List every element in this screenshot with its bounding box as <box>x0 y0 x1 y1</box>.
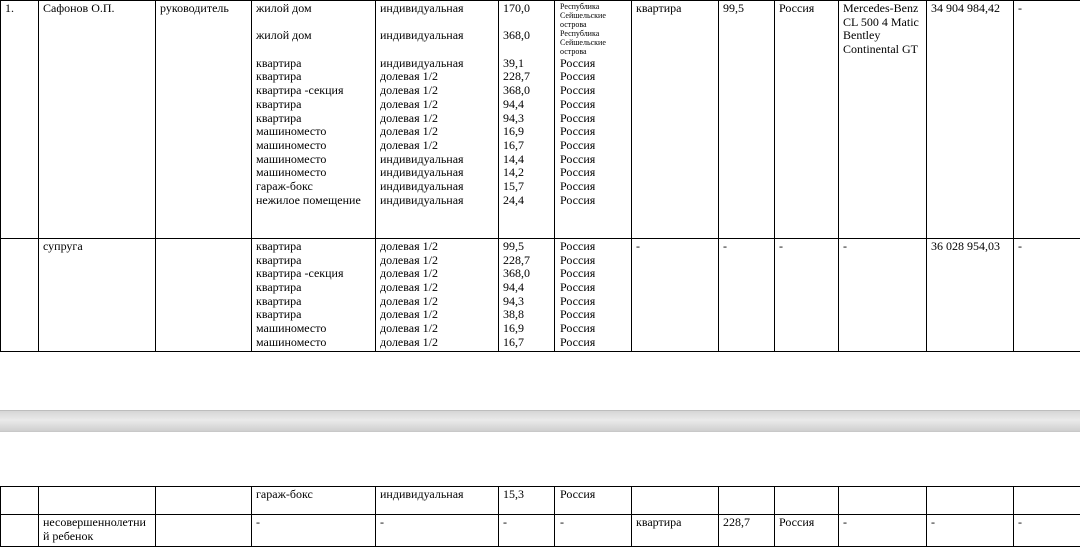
owned-area-line: 94,4 <box>503 281 551 295</box>
person-position: руководитель <box>156 1 252 239</box>
table-row <box>1 515 1080 547</box>
owned-type-line: машиноместо <box>256 153 372 167</box>
owned-type-line: машиноместо <box>256 125 372 139</box>
owned-country-line: Россия <box>560 139 628 153</box>
owned-ownership-line: долевая 1/2 <box>380 254 495 268</box>
owned-country: - <box>555 515 632 547</box>
owned-country-line: Россия <box>560 281 628 295</box>
owned-area-line: 228,7 <box>503 70 551 84</box>
owned-country-line: Россия <box>560 153 628 167</box>
owned-area-line: 24,4 <box>503 194 551 208</box>
owned-country-line: Республика Сейшельские острова <box>560 2 620 29</box>
owned-country-line: Россия <box>560 254 628 268</box>
owned-country-line: Россия <box>560 240 628 254</box>
owned-country-line: Россия <box>560 336 628 350</box>
owned-ownership-line: долевая 1/2 <box>380 281 495 295</box>
use-type: квартира <box>632 1 719 239</box>
owned-area-line: 228,7 <box>503 254 551 268</box>
owned-country-line: Россия <box>560 267 628 281</box>
owned-area-line: 14,4 <box>503 153 551 167</box>
owned-area-line: 16,7 <box>503 336 551 350</box>
owned-country <box>555 1 632 239</box>
owned-ownership-line: индивидуальная <box>380 29 495 56</box>
use-area: 99,5 <box>719 1 775 239</box>
owned-area: - <box>499 515 555 547</box>
use-area: - <box>719 239 775 352</box>
owned-country-line: Россия <box>560 125 628 139</box>
owned-ownership <box>376 1 499 239</box>
use-type: - <box>632 239 719 352</box>
person-relation: супруга <box>39 239 156 352</box>
owned-type-line: квартира -секция <box>256 267 372 281</box>
use-country: Россия <box>775 1 839 239</box>
owned-country-line: Россия <box>560 84 628 98</box>
owned-area-line: 94,3 <box>503 112 551 126</box>
page-separator <box>0 410 1080 432</box>
owned-country-line: Россия <box>560 98 628 112</box>
income-source: - <box>1014 239 1080 352</box>
owned-type-line: квартира <box>256 295 372 309</box>
owned-country: Россия <box>555 487 632 515</box>
vehicles <box>839 1 927 239</box>
owned-type-line: машиноместо <box>256 336 372 350</box>
owned-area-line: 16,7 <box>503 139 551 153</box>
owned-ownership-line: индивидуальная <box>380 2 495 29</box>
owned-area-line: 368,0 <box>503 267 551 281</box>
declaration-table-part-2 <box>0 486 1080 547</box>
use-area: 228,7 <box>719 515 775 547</box>
owned-ownership-line: долевая 1/2 <box>380 322 495 336</box>
owned-ownership-line: индивидуальная <box>380 180 495 194</box>
owned-area-line: 14,2 <box>503 166 551 180</box>
owned-type-line: квартира <box>256 240 372 254</box>
owned-ownership-line: индивидуальная <box>380 57 495 71</box>
owned-ownership <box>376 239 499 352</box>
owned-ownership-line: индивидуальная <box>380 194 495 208</box>
owned-area-line: 16,9 <box>503 125 551 139</box>
person-name: Сафонов О.П. <box>39 1 156 239</box>
owned-area <box>499 239 555 352</box>
vehicles: - <box>839 239 927 352</box>
use-country: Россия <box>775 515 839 547</box>
person-relation: несовершеннолетний ребенок <box>39 515 156 547</box>
owned-ownership: - <box>376 515 499 547</box>
owned-type: - <box>252 515 376 547</box>
owned-area-line: 39,1 <box>503 57 551 71</box>
owned-type-line: нежилое помещение <box>256 194 372 208</box>
use-type: квартира <box>632 515 719 547</box>
owned-country-line: Республика Сейшельские острова <box>560 29 620 56</box>
owned-ownership-line: долевая 1/2 <box>380 125 495 139</box>
owned-ownership-line: долевая 1/2 <box>380 267 495 281</box>
owned-area-line: 94,3 <box>503 295 551 309</box>
income: 36 028 954,03 <box>927 239 1014 352</box>
table-row <box>1 487 1080 515</box>
owned-type: гараж-бокс <box>252 487 376 515</box>
owned-ownership-line: долевая 1/2 <box>380 98 495 112</box>
owned-type-line: квартира <box>256 254 372 268</box>
owned-area-line: 99,5 <box>503 240 551 254</box>
owned-country-line: Россия <box>560 295 628 309</box>
vehicles: - <box>839 515 927 547</box>
owned-ownership-line: долевая 1/2 <box>380 336 495 350</box>
owned-ownership: индивидуальная <box>376 487 499 515</box>
owned-area-line: 170,0 <box>503 2 551 29</box>
owned-country-line: Россия <box>560 194 628 208</box>
owned-area-line: 15,7 <box>503 180 551 194</box>
owned-ownership-line: долевая 1/2 <box>380 139 495 153</box>
owned-type-line: квартира <box>256 70 372 84</box>
owned-ownership-line: долевая 1/2 <box>380 308 495 322</box>
owned-type-line: жилой дом <box>256 29 372 56</box>
row-number: 1. <box>1 1 39 239</box>
owned-area-line: 94,4 <box>503 98 551 112</box>
use-country: - <box>775 239 839 352</box>
owned-country-line: Россия <box>560 112 628 126</box>
owned-type-line: жилой дом <box>256 2 372 29</box>
owned-type-line: квартира <box>256 308 372 322</box>
income: 34 904 984,42 <box>927 1 1014 239</box>
owned-type-line: машиноместо <box>256 139 372 153</box>
owned-ownership-line: долевая 1/2 <box>380 295 495 309</box>
owned-area <box>499 1 555 239</box>
owned-area-line: 16,9 <box>503 322 551 336</box>
vehicle-1: Mercedes-Benz CL 500 4 Matic <box>843 2 923 29</box>
owned-ownership-line: долевая 1/2 <box>380 84 495 98</box>
owned-area-line: 368,0 <box>503 84 551 98</box>
owned-type-line: квартира -секция <box>256 84 372 98</box>
owned-type-line: гараж-бокс <box>256 180 372 194</box>
owned-country-line: Россия <box>560 166 628 180</box>
owned-ownership-line: долевая 1/2 <box>380 70 495 84</box>
owned-type-line: квартира <box>256 281 372 295</box>
owned-country-line: Россия <box>560 70 628 84</box>
vehicle-2: Bentley Continental GT <box>843 29 923 56</box>
income: - <box>927 515 1014 547</box>
owned-type-line: квартира <box>256 112 372 126</box>
owned-country-line: Россия <box>560 322 628 336</box>
owned-country <box>555 239 632 352</box>
income-source: - <box>1014 1 1080 239</box>
owned-ownership-line: индивидуальная <box>380 153 495 167</box>
owned-types <box>252 239 376 352</box>
owned-ownership-line: долевая 1/2 <box>380 112 495 126</box>
owned-ownership-line: индивидуальная <box>380 166 495 180</box>
income-source: - <box>1014 515 1080 547</box>
owned-type-line: машиноместо <box>256 166 372 180</box>
table-row <box>1 239 1080 352</box>
owned-type-line: машиноместо <box>256 322 372 336</box>
owned-types <box>252 1 376 239</box>
declaration-page-2 <box>0 432 1080 544</box>
owned-country-line: Россия <box>560 308 628 322</box>
owned-country-line: Россия <box>560 57 628 71</box>
owned-ownership-line: долевая 1/2 <box>380 240 495 254</box>
owned-area: 15,3 <box>499 487 555 515</box>
owned-type-line: квартира <box>256 57 372 71</box>
owned-area-line: 368,0 <box>503 29 551 56</box>
owned-type-line: квартира <box>256 98 372 112</box>
owned-area-line: 38,8 <box>503 308 551 322</box>
table-row <box>1 1 1080 239</box>
owned-country-line: Россия <box>560 180 628 194</box>
